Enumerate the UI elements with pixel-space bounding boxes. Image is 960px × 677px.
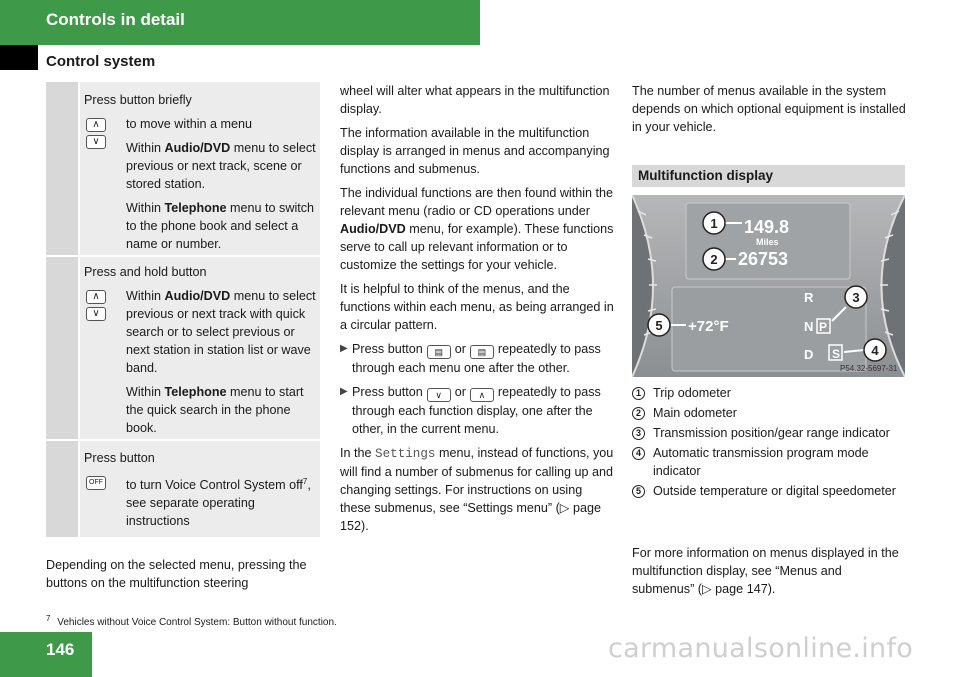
row-description bbox=[126, 473, 318, 536]
description-line: Within Audio/DVD menu to select previous or next track, scene or stored station. bbox=[126, 141, 316, 191]
watermark: carmanualsonline.info bbox=[608, 633, 914, 664]
voice-control-off-button-icon: OFF bbox=[86, 476, 106, 490]
down-button-icon: ∨ bbox=[427, 388, 451, 402]
legend-number: 5 bbox=[632, 485, 645, 498]
chapter-header bbox=[0, 0, 480, 45]
list-item bbox=[632, 424, 907, 442]
paragraph: The number of menus available in the system depends on which optional equipment is installed in your vehicle. bbox=[632, 84, 906, 134]
legend-text: Trip odometer bbox=[653, 386, 731, 400]
footnote bbox=[46, 610, 337, 632]
odometer-unit: Miles bbox=[756, 237, 779, 247]
table-left-strip bbox=[46, 82, 78, 537]
legend-text: Main odometer bbox=[653, 406, 737, 420]
section-marker bbox=[0, 45, 38, 70]
callout-2: 2 bbox=[710, 252, 718, 267]
figure-title: Multifunction display bbox=[638, 168, 773, 183]
legend-text: Automatic transmission program mode indicator bbox=[653, 446, 869, 478]
outside-temperature-value: +72°F bbox=[688, 318, 729, 335]
row-description bbox=[126, 287, 318, 443]
row-title: Press button bbox=[84, 451, 155, 465]
up-button-icon: ∧ bbox=[86, 290, 106, 304]
program-mode-s: S bbox=[832, 347, 841, 361]
row-title: Press button briefly bbox=[84, 93, 192, 107]
menu-back-button-icon: ▤ bbox=[427, 345, 451, 359]
paragraph: In the Settings menu, instead of functions, you will find a number of submenus for calling up and changing settings. For instructions on using these submenus, see “Settings menu” (▷ page 152). bbox=[340, 446, 614, 533]
list-item bbox=[632, 384, 907, 402]
down-button-icon: ∨ bbox=[86, 307, 106, 321]
menu-forward-button-icon: ▤ bbox=[470, 345, 494, 359]
paragraph: It is helpful to think of the menus, and the functions within each menu, as being arranged in a circular pattern. bbox=[340, 282, 614, 332]
list-item bbox=[632, 444, 907, 480]
arrow-icon: ▶ bbox=[340, 343, 348, 354]
legend-number: 1 bbox=[632, 387, 645, 400]
page-number: 146 bbox=[46, 640, 75, 659]
left-paragraph: Depending on the selected menu, pressing the buttons on the multifunction steering bbox=[46, 558, 307, 590]
paragraph: The individual functions are then found within the relevant menu (radio or CD operations under Audio/DVD menu, for example). These functions serve to call up relevant information or to customize the settings for your vehicle. bbox=[340, 186, 614, 272]
gear-d: D bbox=[804, 347, 814, 362]
middle-column bbox=[340, 82, 615, 541]
paragraph: wheel will alter what appears in the multifunction display. bbox=[340, 84, 610, 116]
callout-1: 1 bbox=[710, 216, 718, 231]
gear-n: N bbox=[804, 319, 814, 334]
callout-3: 3 bbox=[852, 290, 860, 305]
instruction-step: ▶ Press button ∨ or ∧ repeatedly to pass through each function display, one after the other, in the current menu. bbox=[340, 385, 601, 436]
list-item bbox=[632, 404, 907, 422]
legend-number: 2 bbox=[632, 407, 645, 420]
figure-title-bar bbox=[632, 165, 905, 187]
up-button-icon: ∧ bbox=[470, 388, 494, 402]
down-button-icon: ∨ bbox=[86, 135, 106, 149]
button-function-table bbox=[46, 82, 320, 537]
description-line: Within Telephone menu to start the quick search in the phone book. bbox=[126, 385, 304, 435]
legend-number: 3 bbox=[632, 427, 645, 440]
instruction-step: ▶ Press button ▤ or ▤ repeatedly to pass through each menu one after the other. bbox=[340, 342, 601, 375]
right-paragraph: For more information on menus displayed in the multifunction display, see “Menus and submenus” (▷ page 147). bbox=[632, 546, 899, 596]
description-line: to turn Voice Control System off$^7$, see separate operating instructions bbox=[126, 477, 311, 529]
chapter-title: Controls in detail bbox=[46, 10, 185, 29]
instrument-cluster-image bbox=[632, 195, 905, 377]
gear-r: R bbox=[804, 290, 814, 305]
main-odometer-value: 26753 bbox=[738, 249, 789, 269]
arrow-icon: ▶ bbox=[340, 386, 348, 397]
footnote-text: Vehicles without Voice Control System: Button without function. bbox=[57, 617, 337, 629]
callout-4: 4 bbox=[871, 343, 879, 358]
trip-odometer-value: 149.8 bbox=[744, 217, 790, 237]
row-description bbox=[126, 115, 318, 259]
legend-text: Outside temperature or digital speedometer bbox=[653, 484, 896, 498]
gear-p: P bbox=[819, 320, 828, 334]
row-title: Press and hold button bbox=[84, 265, 207, 279]
figure-legend bbox=[632, 384, 907, 502]
figure-code: P54.32-5697-31 bbox=[840, 364, 898, 373]
legend-text: Transmission position/gear range indicator bbox=[653, 426, 890, 440]
up-button-icon: ∧ bbox=[86, 118, 106, 132]
section-title: Control system bbox=[46, 53, 156, 70]
description-line: Within Telephone menu to switch to the phone book and select a name or number. bbox=[126, 201, 315, 251]
callout-5: 5 bbox=[655, 318, 663, 333]
paragraph: The information available in the multifunction display is arranged in menus and accompanying functions and submenus. bbox=[340, 126, 610, 176]
description-line: Within Audio/DVD menu to select previous or next track with quick search or to select previous or next station in station list or wave band. bbox=[126, 289, 316, 375]
page-number-tab bbox=[0, 632, 92, 677]
description-line: to move within a menu bbox=[126, 117, 252, 131]
right-column bbox=[632, 82, 907, 136]
multifunction-display-figure bbox=[632, 195, 905, 377]
list-item bbox=[632, 482, 907, 500]
legend-number: 4 bbox=[632, 447, 645, 460]
footnote-number: 7 bbox=[46, 614, 51, 623]
